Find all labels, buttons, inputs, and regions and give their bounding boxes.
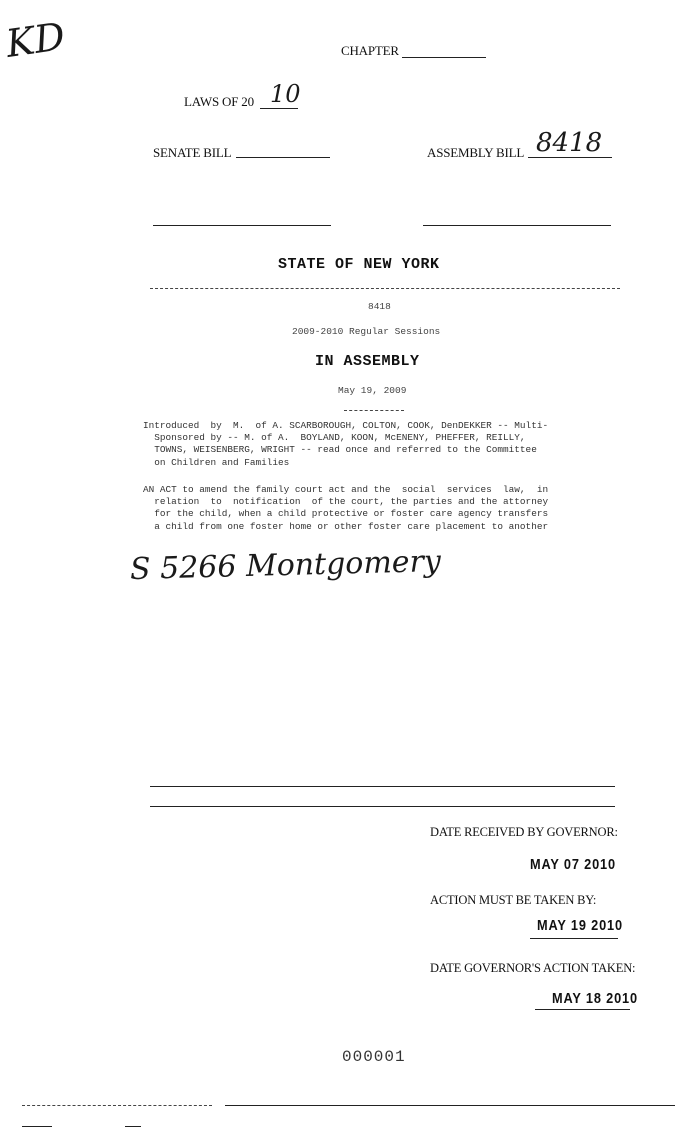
taken-date-line <box>535 1009 630 1010</box>
received-date-stamp: MAY 07 2010 <box>530 856 616 873</box>
act-line: AN ACT to amend the family court act and the social services law, in <box>143 484 549 495</box>
introduced-line: on Children and Families <box>143 456 290 468</box>
action-date-stamp: MAY 19 2010 <box>537 917 623 934</box>
session-label: 2009-2010 Regular Sessions <box>292 326 441 337</box>
bottom-rule-left <box>22 1105 212 1106</box>
act-line: for the child, when a child protective or foster care agency transfers <box>143 508 549 520</box>
state-rule <box>150 288 620 289</box>
introduced-date: May 19, 2009 <box>338 385 407 396</box>
lower-rule-1 <box>150 786 615 787</box>
introduced-line: Sponsored by -- M. of A. BOYLAND, KOON, McENENY, PHEFFER, REILLY, <box>143 432 526 444</box>
house-title: IN ASSEMBLY <box>315 353 420 370</box>
bottom-short-rule-1 <box>22 1126 52 1127</box>
bottom-rule-right <box>225 1105 675 1106</box>
laws-year-handwritten: 10 <box>270 80 301 108</box>
state-title: STATE OF NEW YORK <box>278 256 440 273</box>
taken-label: DATE GOVERNOR'S ACTION TAKEN: <box>430 961 636 975</box>
laws-year-line <box>260 108 298 109</box>
act-line: relation to notification of the court, the parties and the attorney <box>143 496 549 508</box>
chapter-line <box>402 57 486 58</box>
received-label: DATE RECEIVED BY GOVERNOR: <box>430 825 618 839</box>
assembly-sponsor-line <box>423 225 611 226</box>
senate-sponsor-line <box>153 225 331 226</box>
senate-note-handwritten: S 5266 Montgomery <box>129 543 442 588</box>
page-number: 000001 <box>342 1048 406 1066</box>
introduced-block <box>143 420 548 469</box>
lower-rule-2 <box>150 806 615 807</box>
bottom-short-rule-2 <box>125 1126 141 1127</box>
date-rule <box>344 410 404 411</box>
act-line: a child from one foster home or other foster care placement to another <box>143 520 549 532</box>
assembly-bill-handwritten: 8418 <box>536 128 603 158</box>
bill-number: 8418 <box>368 301 391 312</box>
senate-bill-line <box>236 157 330 158</box>
taken-date-stamp: MAY 18 2010 <box>552 990 638 1007</box>
assembly-bill-label: ASSEMBLY BILL <box>427 145 525 160</box>
action-label: ACTION MUST BE TAKEN BY: <box>430 893 597 907</box>
initials-handwritten: KD <box>3 14 68 66</box>
introduced-line: Introduced by M. of A. SCARBOROUGH, COLTON, COOK, DenDEKKER -- Multi- <box>143 420 549 431</box>
assembly-bill-line <box>528 157 612 158</box>
action-date-line <box>530 938 618 939</box>
introduced-line: TOWNS, WEISENBERG, WRIGHT -- read once and referred to the Committee <box>143 444 537 456</box>
senate-bill-label: SENATE BILL <box>153 145 232 160</box>
act-block <box>143 484 548 533</box>
laws-of-label: LAWS OF 20 <box>184 94 254 109</box>
chapter-label: CHAPTER <box>341 43 399 58</box>
